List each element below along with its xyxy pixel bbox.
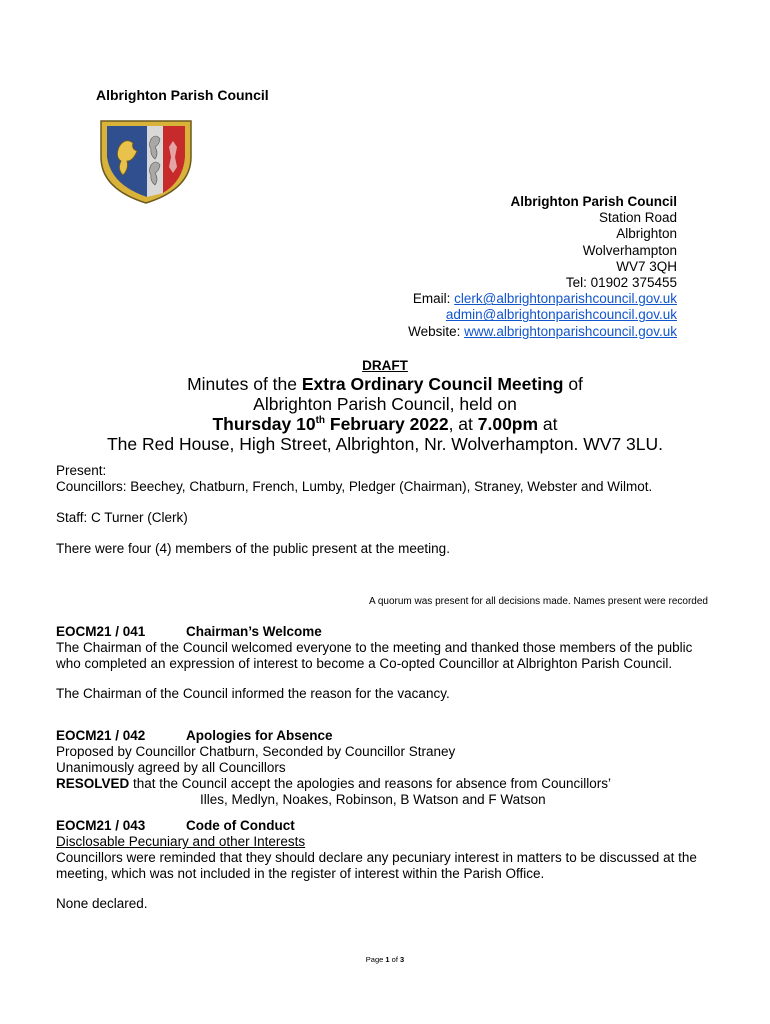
item-heading [56, 624, 706, 640]
item-code: EOCM21 / 042 [56, 728, 146, 743]
present-section [56, 463, 706, 557]
address-website-row [408, 324, 677, 340]
absent-names: Illes, Medlyn, Noakes, Robinson, B Watson and F Watson [200, 792, 546, 807]
item-title: Chairman’s Welcome [186, 624, 322, 639]
item-code: EOCM21 / 041 [56, 624, 146, 639]
item-paragraph: The Chairman of the Council informed the reason for the vacancy. [56, 686, 450, 701]
item-paragraph: None declared. [56, 896, 148, 911]
quorum-note: A quorum was present for all decisions made. Names present were recorded [368, 596, 708, 607]
address-tel: Tel: 01902 375455 [565, 275, 677, 291]
item-subheading: Disclosable Pecuniary and other Interests [56, 834, 306, 849]
page-number: 1 [385, 955, 390, 964]
email-link-clerk[interactable]: clerk@albrightonparishcouncil.gov.uk [454, 291, 677, 307]
item-heading [56, 728, 706, 744]
agenda-item-041 [56, 624, 706, 702]
website-label: Website: [408, 323, 465, 339]
item-title: Code of Conduct [186, 818, 295, 833]
draft-label: DRAFT [362, 358, 408, 373]
address-council-name: Albrighton Parish Council [510, 194, 677, 209]
council-address-block [408, 194, 677, 340]
minutes-title [0, 374, 770, 454]
item-line: Unanimously agreed by all Councillors [56, 760, 286, 775]
title-line1: Minutes of the Extra Ordinary Council Meeting of [187, 374, 583, 394]
page-footer: Page 1 of 3 [365, 955, 405, 964]
present-staff: Staff: C Turner (Clerk) [56, 510, 188, 525]
email-link-admin[interactable]: admin@albrightonparishcouncil.gov.uk [445, 307, 677, 323]
address-postcode: WV7 3QH [616, 258, 677, 274]
header-title: Albrighton Parish Council [96, 87, 269, 103]
title-line3: Thursday 10th February 2022, at 7.00pm at [212, 414, 558, 434]
item-line: Proposed by Councillor Chatburn, Seconded by Councillor Straney [56, 744, 456, 759]
resolution: RESOLVED that the Council accept the apologies and reasons for absence from Councillors’ [56, 776, 612, 791]
agenda-item-042 [56, 728, 706, 808]
item-heading [56, 818, 706, 834]
present-public: There were four (4) members of the public present at the meeting. [56, 541, 450, 556]
item-code: EOCM21 / 043 [56, 818, 146, 833]
resolved-label: RESOLVED [56, 776, 130, 791]
coat-of-arms-icon [97, 117, 195, 205]
present-label: Present: [56, 463, 107, 478]
address-line3: Wolverhampton [582, 242, 677, 258]
address-email2-row [408, 307, 677, 323]
website-link[interactable]: www.albrightonparishcouncil.gov.uk [464, 323, 677, 339]
present-councillors: Councillors: Beechey, Chatburn, French, Lumby, Pledger (Chairman), Straney, Webster and Wilmot. [56, 479, 653, 494]
address-line1: Station Road [598, 210, 677, 226]
item-paragraph: The Chairman of the Council welcomed everyone to the meeting and thanked those members of the public who completed an expression of interest to become a Co-opted Councillor at Albrighton Parish Council. [56, 640, 693, 671]
item-title: Apologies for Absence [186, 728, 333, 743]
address-email-row [408, 291, 677, 307]
address-line2: Albrighton [616, 226, 677, 242]
agenda-item-043 [56, 818, 706, 912]
page-total: 3 [400, 955, 405, 964]
email-label: Email: [412, 291, 455, 307]
title-line4: The Red House, High Street, Albrighton, Nr. Wolverhampton. WV7 3LU. [106, 434, 664, 454]
item-paragraph: Councillors were reminded that they should declare any pecuniary interest in matters to be discussed at the meeting, which was not included in the register of interest within the Parish Office. [56, 850, 697, 881]
title-line2: Albrighton Parish Council, held on [253, 394, 517, 414]
